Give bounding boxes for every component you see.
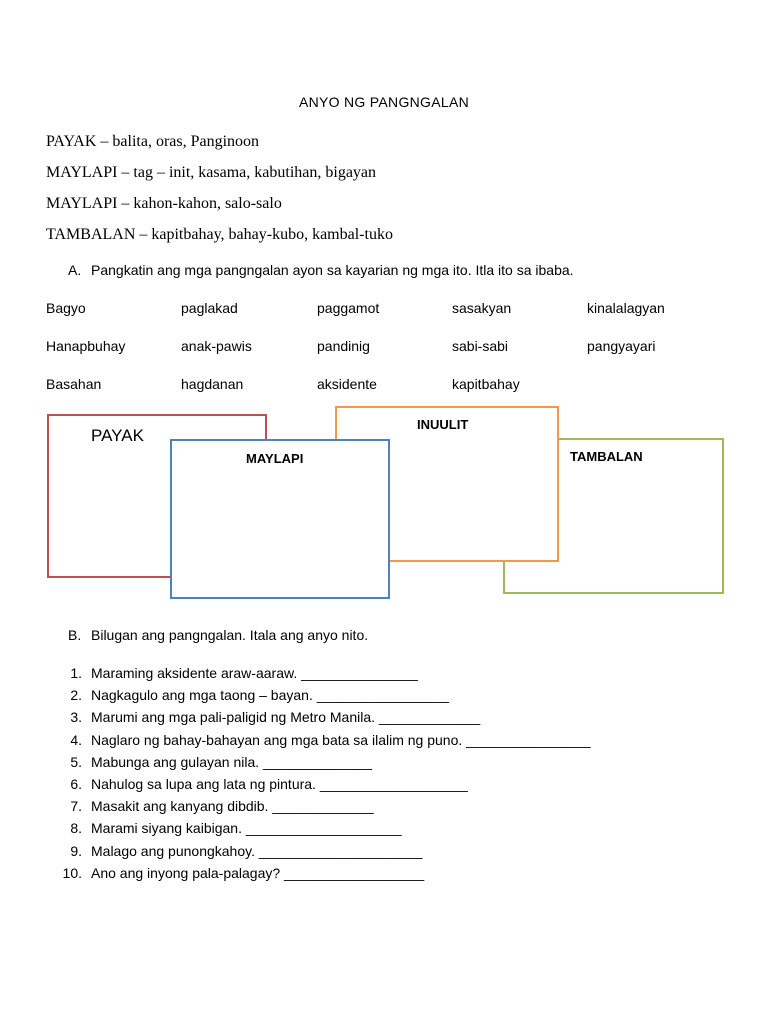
question-text: Maraming aksidente araw-aaraw. _______________: [91, 665, 418, 681]
word-item: pangyayari: [587, 338, 656, 354]
question-number: 4.: [70, 732, 82, 748]
page-title: ANYO NG PANGNGALAN: [298, 94, 470, 110]
maylapi-box: [170, 439, 390, 599]
word-item: Bagyo: [46, 300, 86, 316]
question-text: Marumi ang mga pali-paligid ng Metro Manila. _____________: [91, 709, 481, 725]
section-a-instruction: Pangkatin ang mga pangngalan ayon sa kayarian ng mga ito. Itla ito sa ibaba.: [91, 262, 574, 278]
word-item: pandinig: [317, 338, 370, 354]
section-b-instruction: Bilugan ang pangngalan. Itala ang anyo nito.: [91, 627, 369, 643]
word-item: sasakyan: [452, 300, 512, 316]
definition-maylapi-2: MAYLAPI – kahon-kahon, salo-salo: [46, 195, 282, 212]
question-number: 8.: [70, 820, 82, 836]
question-number: 1.: [70, 665, 82, 681]
question-number: 3.: [70, 709, 82, 725]
word-item: kapitbahay: [452, 376, 520, 392]
word-item: sabi-sabi: [452, 338, 509, 354]
inuulit-box-label: INUULIT: [417, 417, 469, 432]
definition-maylapi-1: MAYLAPI – tag – init, kasama, kabutihan, bigayan: [46, 164, 377, 181]
word-item: paglakad: [181, 300, 238, 316]
word-item: Hanapbuhay: [46, 338, 126, 354]
question-text: Masakit ang kanyang dibdib. _____________: [91, 798, 374, 814]
question-text: Mabunga ang gulayan nila. ______________: [91, 754, 373, 770]
word-item: Basahan: [46, 376, 102, 392]
tambalan-box-label: TAMBALAN: [570, 449, 643, 464]
definition-tambalan: TAMBALAN – kapitbahay, bahay-kubo, kambal-tuko: [46, 226, 393, 243]
section-a-letter: A.: [68, 262, 82, 278]
question-text: Malago ang punongkahoy. _____________________: [91, 843, 423, 859]
question-number: 10.: [62, 865, 82, 881]
word-item: aksidente: [317, 376, 377, 392]
word-item: hagdanan: [181, 376, 244, 392]
word-item: anak-pawis: [181, 338, 252, 354]
section-b-letter: B.: [68, 627, 82, 643]
question-text: Nagkagulo ang mga taong – bayan. _________________: [91, 687, 450, 703]
question-text: Naglaro ng bahay-bahayan ang mga bata sa ilalim ng puno. ________________: [91, 732, 591, 748]
question-number: 9.: [70, 843, 82, 859]
word-item: kinalalagyan: [587, 300, 665, 316]
question-text: Marami siyang kaibigan. ____________________: [91, 820, 402, 836]
question-number: 2.: [70, 687, 82, 703]
word-item: paggamot: [317, 300, 380, 316]
question-text: Ano ang inyong pala-palagay? __________________: [91, 865, 425, 881]
payak-box-label: PAYAK: [91, 426, 144, 445]
definition-payak: PAYAK – balita, oras, Panginoon: [46, 133, 260, 150]
maylapi-box-label: MAYLAPI: [246, 451, 304, 466]
question-number: 7.: [70, 798, 82, 814]
question-number: 6.: [70, 776, 82, 792]
question-text: Nahulog sa lupa ang lata ng pintura. ___________________: [91, 776, 468, 792]
question-number: 5.: [70, 754, 82, 770]
